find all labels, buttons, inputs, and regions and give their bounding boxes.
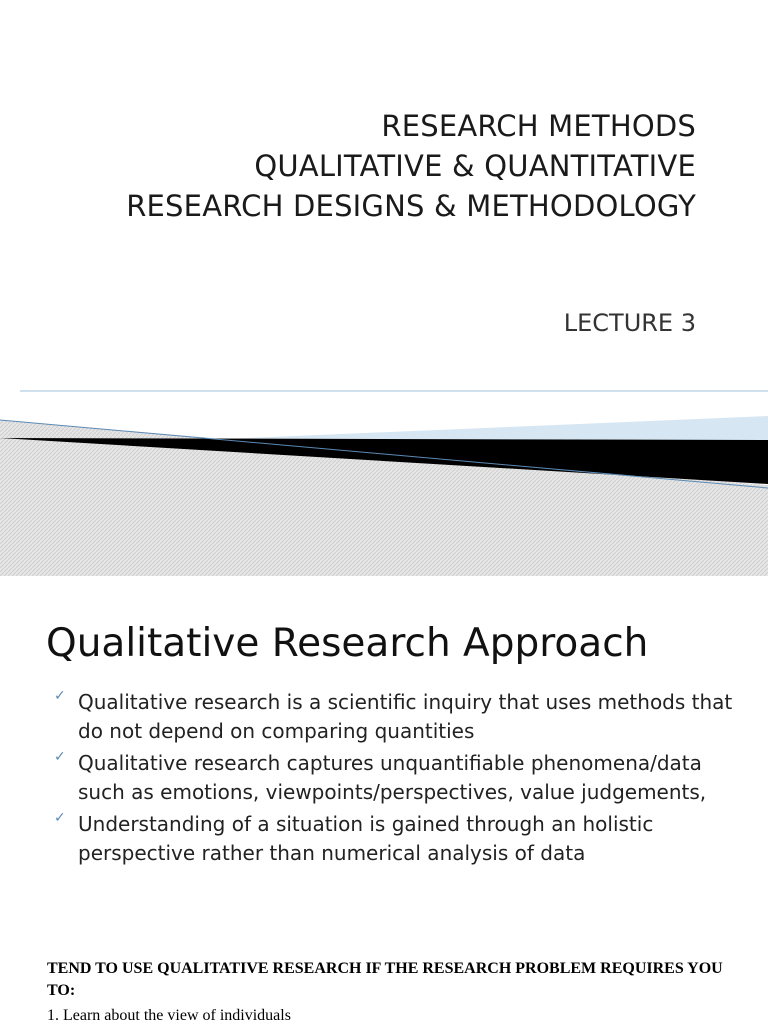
note-item: 1. Learn about the view of individuals (47, 1007, 291, 1024)
bullet-text: Qualitative research captures unquantifiable phenomena/data such as emotions, viewpoints/perspectives, value judgements, (78, 751, 707, 804)
content-slide (0, 576, 768, 1024)
title-line-2: QUALITATIVE & QUANTITATIVE (254, 149, 696, 183)
bullet-list (52, 688, 742, 871)
decorative-stripes (0, 380, 768, 576)
checkmark-icon: ✓ (54, 810, 66, 826)
light-blue-stripe (200, 416, 768, 440)
bullet-text: Understanding of a situation is gained through an holistic perspective rather than numerical analysis of data (78, 812, 654, 865)
list-item (52, 688, 742, 746)
slide-title (126, 106, 696, 226)
checkmark-icon: ✓ (54, 688, 66, 704)
checkmark-icon: ✓ (54, 749, 66, 765)
title-line-1: RESEARCH METHODS (381, 109, 696, 143)
title-line-3: RESEARCH DESIGNS & METHODOLOGY (126, 189, 696, 223)
list-item (52, 810, 742, 868)
lecture-subtitle: LECTURE 3 (563, 309, 696, 337)
note-heading: TEND TO USE QUALITATIVE RESEARCH IF THE RESEARCH PROBLEM REQUIRES YOU TO: (47, 960, 723, 999)
bullet-text: Qualitative research is a scientific inquiry that uses methods that do not depend on comparing quantities (78, 690, 733, 743)
slide-heading: Qualitative Research Approach (46, 621, 649, 666)
list-item (52, 749, 742, 807)
